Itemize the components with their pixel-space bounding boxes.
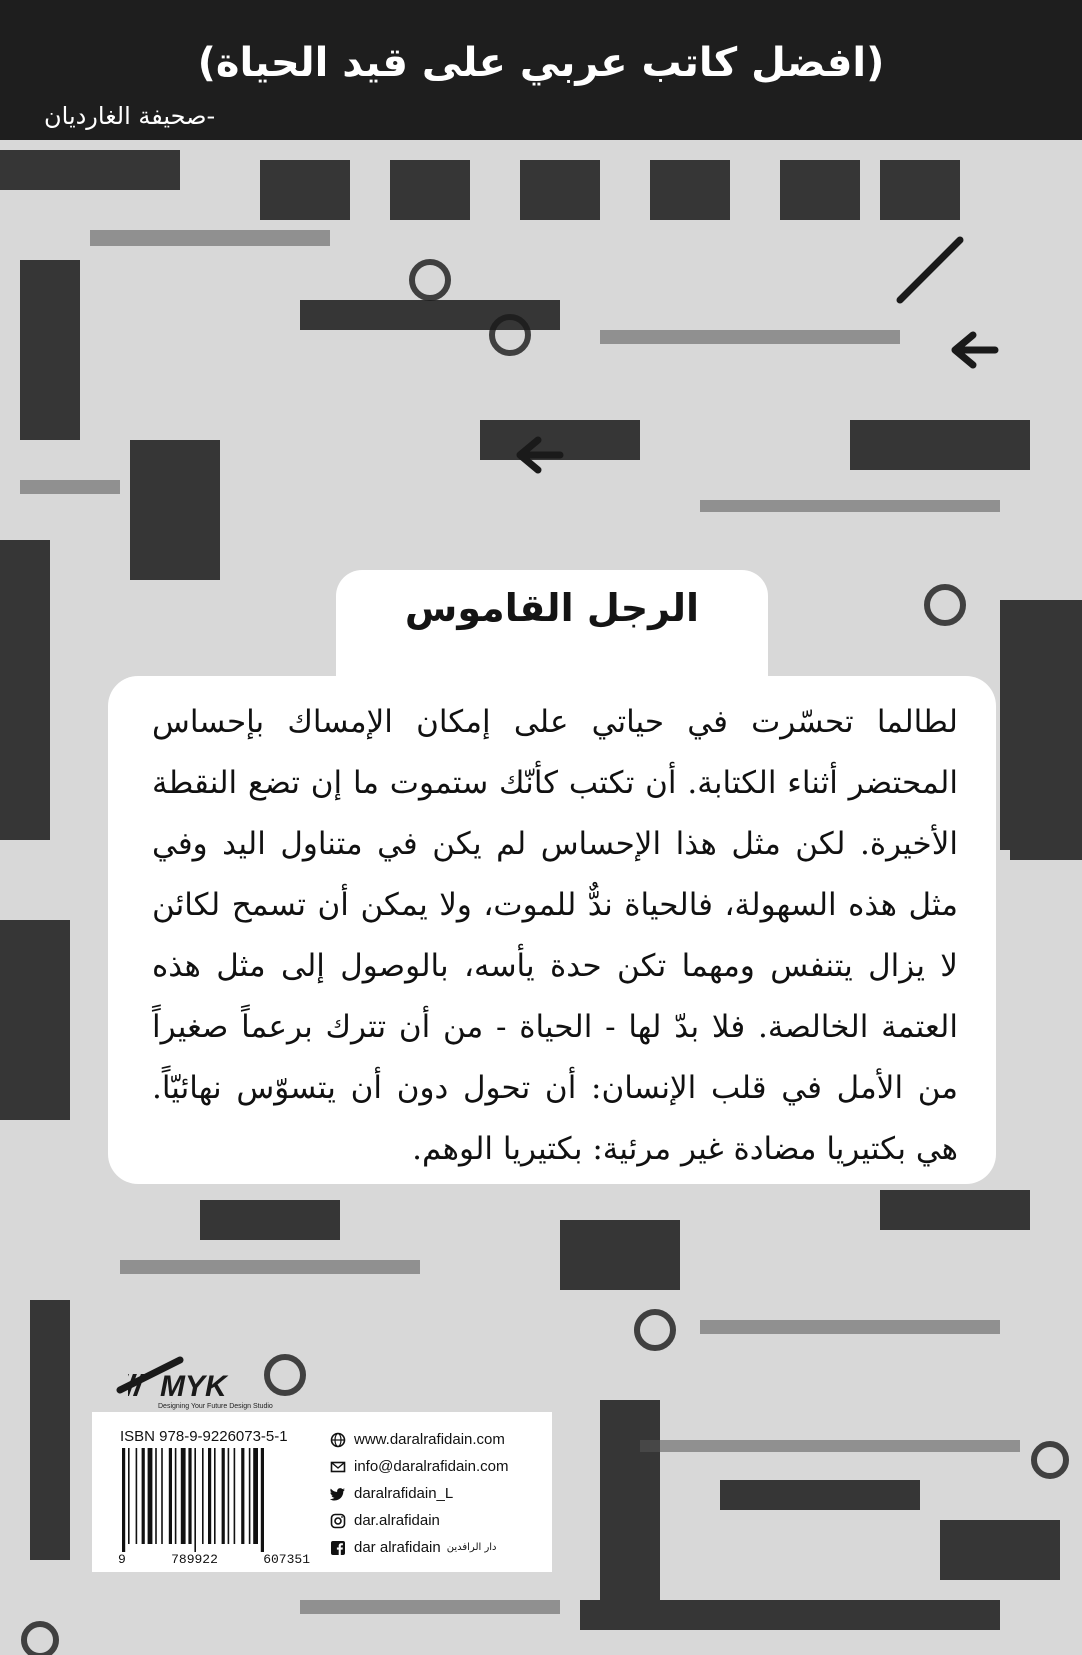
facebook-icon [330,1540,346,1556]
mail-icon [330,1459,346,1475]
barcode-bar [194,1448,196,1552]
barcode [118,1448,310,1552]
designer-logo [128,1360,278,1415]
email-text: info@daralrafidain.com [354,1458,509,1475]
barcode-bar [249,1448,251,1544]
barcode-bar [122,1448,125,1552]
instagram-icon [330,1513,346,1529]
barcode-bar [261,1448,264,1552]
barcode-bar [253,1448,258,1544]
barcode-bar [208,1448,211,1544]
barcode-bar [222,1448,225,1544]
designer-tagline: Designing Your Future Design Studio [158,1403,273,1410]
twitter-icon [330,1486,346,1502]
barcode-bar [228,1448,230,1544]
barcode-bar [155,1448,157,1544]
globe-icon [330,1432,346,1448]
twitter-text: daralrafidain_L [354,1485,454,1502]
contact-list [330,1426,546,1561]
isbn-label: ISBN 978-9-9226073-5-1 [120,1428,288,1445]
barcode-bar [128,1448,130,1544]
praise-quote: (افضل كاتب عربي على قيد الحياة) [197,40,885,86]
quote-source: -صحيفة الغارديان [44,102,216,130]
facebook-text: dar alrafidain [354,1539,441,1556]
facebook-arabic-name: دار الرافدين [446,1542,497,1553]
barcode-digits [118,1552,310,1567]
barcode-bar [234,1448,236,1544]
contact-twitter[interactable] [330,1480,546,1507]
barcode-digit-group: 9 [118,1552,126,1567]
barcode-bar [161,1448,163,1544]
barcode-digit-group: 607351 [263,1552,310,1567]
barcode-digit-group: 789922 [171,1552,218,1567]
contact-email[interactable] [330,1453,546,1480]
book-title: الرجل القاموس [404,586,700,630]
barcode-bar [214,1448,216,1544]
barcode-bar [136,1448,138,1544]
barcode-bar [202,1448,204,1544]
barcode-bar [181,1448,186,1544]
contact-website[interactable] [330,1426,546,1453]
instagram-text: dar.alrafidain [354,1512,440,1529]
publisher-info-box [92,1412,552,1572]
contact-instagram[interactable] [330,1507,546,1534]
barcode-bar [148,1448,153,1544]
blurb-text: لطالما تحسّرت في حياتي على إمكان الإمساك بإحساس المحتضر أثناء الكتابة. أن تكتب كأنّك ستموت ما إن تضع النقطة الأخيرة. لكن مثل هذا الإحساس لم يكن في متناول اليد وفي مثل هذه السهولة، فالحياة ندٌّ للموت، ولا يمكن أن تسمح لكائن لا يزال يتنفس ومهما تكن حدة يأسه، بالوصول إلى مثل هذه العتمة الخالصة. فلا بدّ لها - الحياة - من أن تترك برعماً صغيراً من الأمل في قلب الإنسان: أن تحول دون أن يتسوّس نهائيّاً. هي بكتيريا مضادة غير مرئية: بكتيريا الوهم. [152,704,958,1167]
barcode-bar [188,1448,191,1544]
website-text: www.daralrafidain.com [354,1431,505,1448]
barcode-bar [175,1448,177,1544]
designer-logo-text: MYK [160,1370,227,1403]
barcode-bar [241,1448,244,1544]
barcode-bar [169,1448,172,1544]
contact-facebook[interactable] [330,1534,546,1561]
barcode-bar [142,1448,145,1544]
